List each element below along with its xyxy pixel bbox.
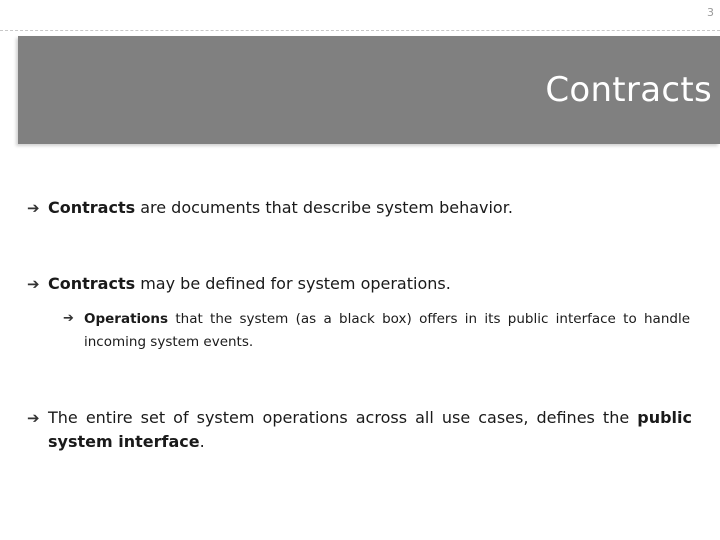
sub-bullet-body: that the system (as a black box) offers in its public interface to handle incoming system events.: [84, 311, 690, 350]
bullet-text: [48, 406, 692, 454]
bullet-lead: Contracts: [48, 274, 136, 293]
slide-number: 3: [707, 6, 714, 19]
bullet-item: [27, 196, 687, 220]
slide-title: Contracts: [545, 70, 712, 110]
top-divider: [0, 30, 720, 31]
bullet-text: [48, 196, 513, 220]
right-arrow-icon: ➔: [27, 199, 40, 217]
bullet-item: [27, 406, 692, 454]
bullet-item: [27, 272, 687, 296]
sub-bullet-lead: Operations: [84, 311, 169, 327]
right-arrow-icon: ➔: [63, 311, 74, 326]
bullet-body: may be defined for system operations.: [135, 274, 451, 293]
bullet-end: .: [199, 432, 205, 451]
bullet-emphasis: public system interface: [48, 408, 692, 451]
bullet-text: [48, 272, 451, 296]
bullet-body: The entire set of system operations across all use cases, defines the: [48, 408, 638, 427]
bullet-body: are documents that describe system behavior.: [135, 198, 513, 217]
right-arrow-icon: ➔: [27, 275, 40, 293]
sub-bullet-text: [84, 308, 690, 354]
bullet-lead: Contracts: [48, 198, 136, 217]
right-arrow-icon: ➔: [27, 409, 40, 427]
title-banner: [18, 36, 720, 144]
sub-bullet-item: [63, 308, 693, 354]
